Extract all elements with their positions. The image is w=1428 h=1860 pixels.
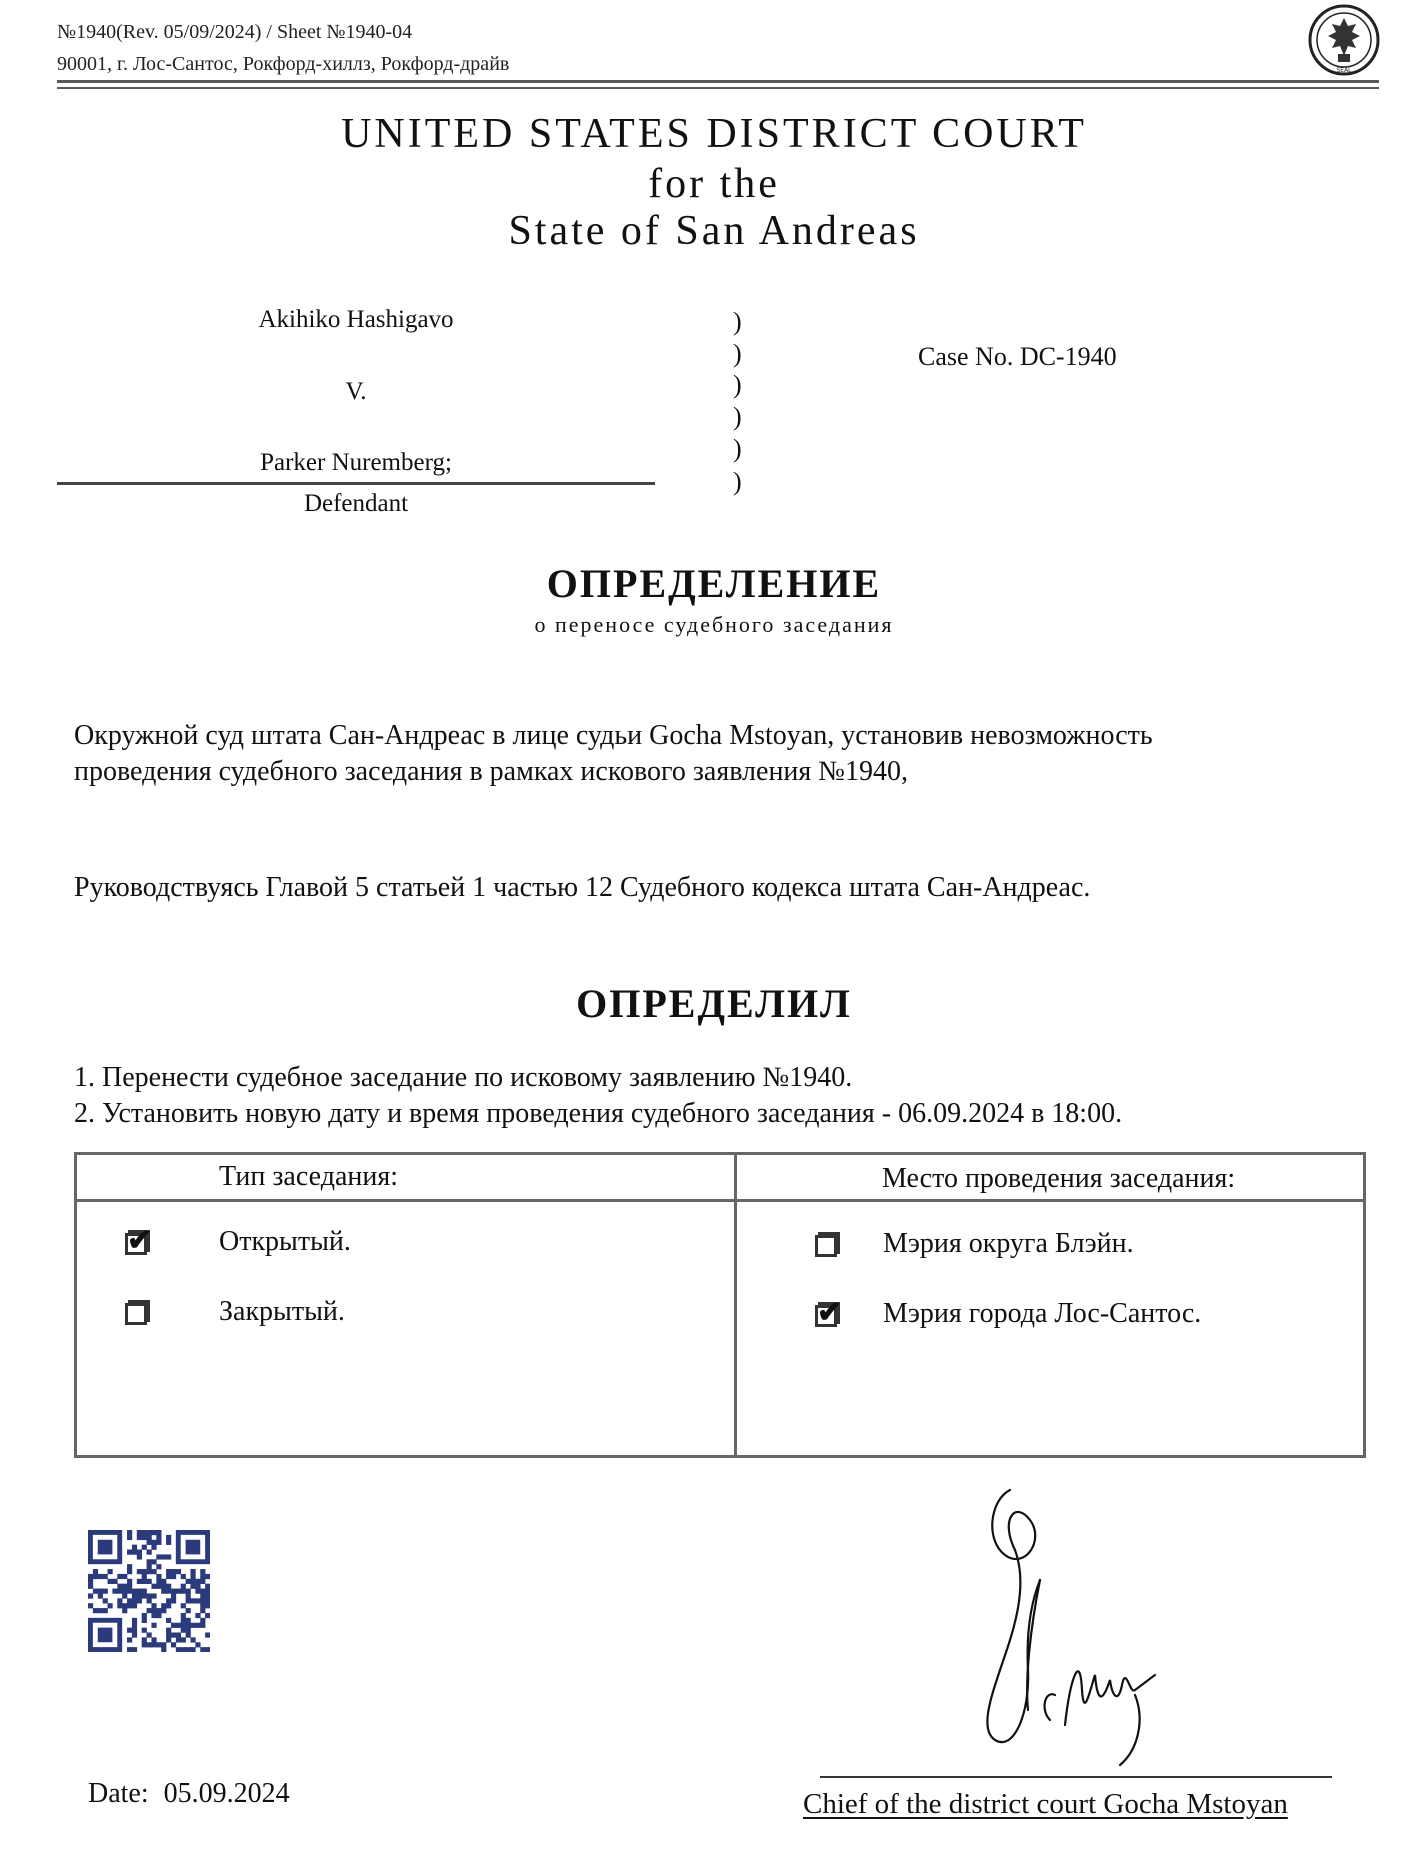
checkbox-unchecked-icon[interactable] — [815, 1231, 841, 1257]
session-place-header: Место проведения заседания: — [882, 1163, 1236, 1194]
caption-paren: ) — [733, 434, 742, 463]
qr-code-icon — [88, 1530, 210, 1652]
caption-paren: ) — [733, 339, 742, 368]
session-type-header: Тип заседания: — [219, 1161, 398, 1192]
document-reference: №1940(Rev. 05/09/2024) / Sheet №1940-04 — [57, 21, 413, 43]
decision-title: ОПРЕДЕЛИЛ — [576, 981, 852, 1026]
body-paragraph-1-line-2: проведения судебного заседания в рамках искового заявления №1940, — [74, 756, 909, 787]
checkbox-unchecked-icon[interactable] — [125, 1299, 151, 1325]
checkbox-checked-icon[interactable]: ✔ — [817, 1296, 843, 1329]
session-options-table — [74, 1152, 1366, 1458]
seal-text: SEAL — [1336, 67, 1352, 74]
case-number: Case No. DC-1940 — [918, 342, 1117, 371]
session-type-option-closed[interactable] — [125, 1296, 345, 1328]
session-type-cell — [76, 1201, 736, 1457]
header-rule-top — [57, 80, 1379, 83]
session-type-option-open[interactable] — [125, 1226, 351, 1258]
date-value: 05.09.2024 — [163, 1778, 290, 1809]
date-label: Date: — [88, 1778, 149, 1809]
signatory-title: Chief of the district court Gocha Mstoyan — [803, 1788, 1288, 1820]
session-type-header-cell — [76, 1154, 736, 1201]
court-name: UNITED STATES DISTRICT COURT — [341, 111, 1087, 157]
caption-paren: ) — [733, 467, 742, 496]
caption-paren: ) — [733, 402, 742, 431]
header-rule-bottom — [57, 87, 1379, 89]
caption-paren: ) — [733, 370, 742, 399]
document-subtitle: о переносе судебного заседания — [534, 612, 894, 637]
session-place-option-los-santos[interactable] — [815, 1298, 1201, 1330]
checkbox-checked-icon[interactable]: ✔ — [127, 1224, 153, 1257]
defendant-name: Parker Nuremberg; — [260, 449, 452, 476]
caption-paren: ) — [733, 307, 742, 336]
session-type-label: Открытый. — [219, 1226, 351, 1257]
session-type-label: Закрытый. — [219, 1296, 345, 1327]
signature-line — [820, 1776, 1332, 1778]
caption-rule — [57, 482, 655, 485]
session-place-option-blaine[interactable] — [815, 1228, 1134, 1260]
date-field — [88, 1778, 290, 1810]
plaintiff-name: Akihiko Hashigavo — [258, 306, 454, 333]
session-place-label: Мэрия города Лос-Сантос. — [883, 1298, 1202, 1329]
body-paragraph-1-line-1: Окружной суд штата Сан-Андреас в лице судьи Gocha Mstoyan, установив невозможность — [74, 720, 1153, 751]
court-state: State of San Andreas — [508, 208, 920, 254]
decision-item-2: 2. Установить новую дату и время проведения судебного заседания - 06.09.2024 в 18:00. — [74, 1098, 1123, 1129]
court-address: 90001, г. Лос-Сантос, Рокфорд-хиллз, Рокфорд-драйв — [57, 53, 510, 75]
session-place-header-cell — [736, 1154, 1365, 1201]
versus-label: V. — [345, 378, 367, 405]
defendant-role: Defendant — [303, 490, 409, 517]
decision-item-1: 1. Перенести судебное заседание по исковому заявлению №1940. — [74, 1062, 853, 1093]
body-paragraph-2: Руководствуясь Главой 5 статьей 1 частью 12 Судебного кодекса штата Сан-Андреас. — [74, 872, 1091, 903]
session-place-label: Мэрия округа Блэйн. — [883, 1228, 1134, 1259]
session-place-cell — [736, 1201, 1365, 1457]
document-title: ОПРЕДЕЛЕНИЕ — [546, 561, 882, 606]
court-seal-icon — [1308, 4, 1380, 76]
signature-icon — [970, 1480, 1190, 1770]
court-for-the: for the — [648, 161, 780, 207]
